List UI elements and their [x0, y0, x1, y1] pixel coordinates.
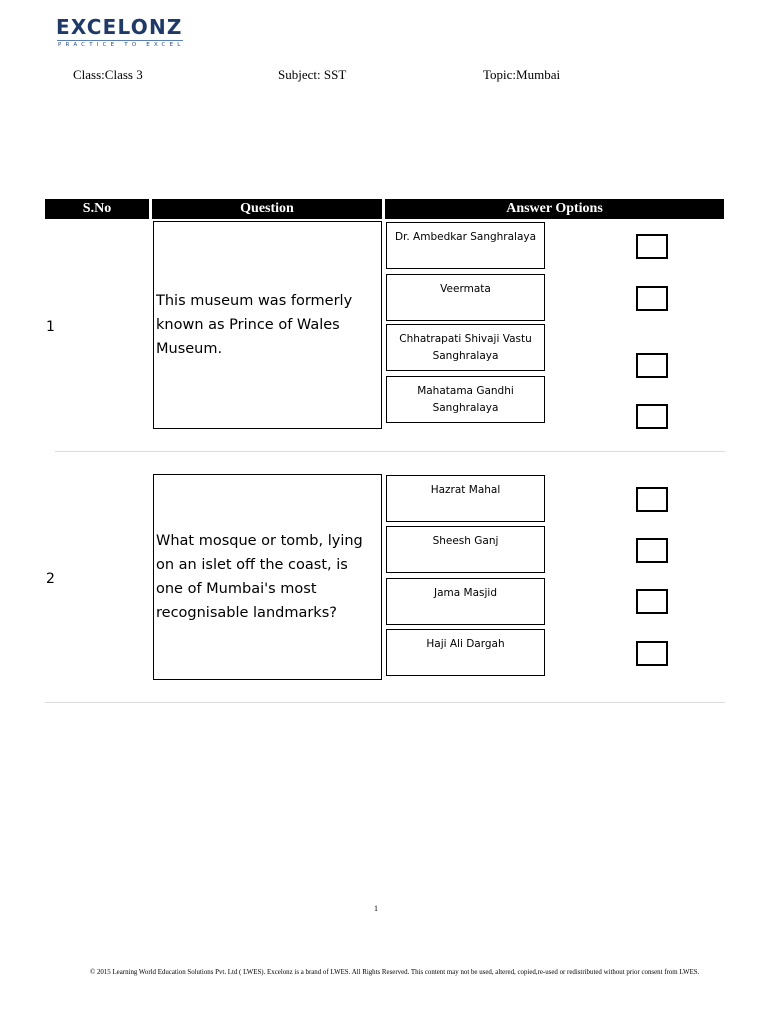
- row-1-option-2-checkbox[interactable]: [636, 286, 668, 311]
- logo-wordmark: EXCELONZ: [56, 15, 183, 39]
- row-2-sno: 2: [46, 571, 55, 587]
- row-2-option-4-checkbox[interactable]: [636, 641, 668, 666]
- table-bottom-rule: [45, 702, 725, 703]
- row-2-option-3-checkbox[interactable]: [636, 589, 668, 614]
- row-2-option-2-checkbox[interactable]: [636, 538, 668, 563]
- topic-label: Topic:Mumbai: [483, 67, 561, 82]
- row-2-question-box: [153, 474, 382, 680]
- class-label: Class:Class 3: [73, 67, 143, 82]
- row-1-option-2: Veermata: [386, 274, 545, 321]
- logo-rule: [57, 40, 183, 41]
- row-2-option-2: Sheesh Ganj: [386, 526, 545, 573]
- logo-tagline: PRACTICE TO EXCEL: [58, 42, 185, 48]
- header-question: Question: [152, 199, 382, 219]
- header-answer-options: Answer Options: [385, 199, 724, 219]
- row-2-option-1: Hazrat Mahal: [386, 475, 545, 522]
- row-1-option-1: Dr. Ambedkar Sanghralaya: [386, 222, 545, 269]
- page-number: 1: [374, 904, 378, 913]
- row-2-option-4: Haji Ali Dargah: [386, 629, 545, 676]
- header-sno: S.No: [45, 199, 149, 219]
- copyright-notice: © 2015 Learning World Education Solutions Pvt. Ltd ( LWES). Excelonz is a brand of LWES. All Rights Reserved. This content may not be used, altered, copied,re-used or redistributed without prior consent from LWES.: [90, 969, 700, 976]
- row-1-sno: 1: [46, 319, 55, 335]
- excelonz-logo: [56, 16, 186, 48]
- row-1-question-box: [153, 221, 382, 429]
- row-1-option-3-checkbox[interactable]: [636, 353, 668, 378]
- row-separator: [55, 451, 725, 452]
- row-1-option-4-checkbox[interactable]: [636, 404, 668, 429]
- row-2-question-text: What mosque or tomb, lying on an islet off the coast, is one of Mumbai's most recognisable landmarks?: [156, 533, 363, 621]
- row-1-question-text: This museum was formerly known as Prince of Wales Museum.: [156, 293, 353, 357]
- row-2-option-3: Jama Masjid: [386, 578, 545, 625]
- row-2-option-1-checkbox[interactable]: [636, 487, 668, 512]
- row-1-option-3: Chhatrapati Shivaji Vastu Sanghralaya: [386, 324, 545, 371]
- subject-label: Subject: SST: [278, 67, 347, 82]
- row-1-option-4: Mahatama Gandhi Sanghralaya: [386, 376, 545, 423]
- row-1-option-1-checkbox[interactable]: [636, 234, 668, 259]
